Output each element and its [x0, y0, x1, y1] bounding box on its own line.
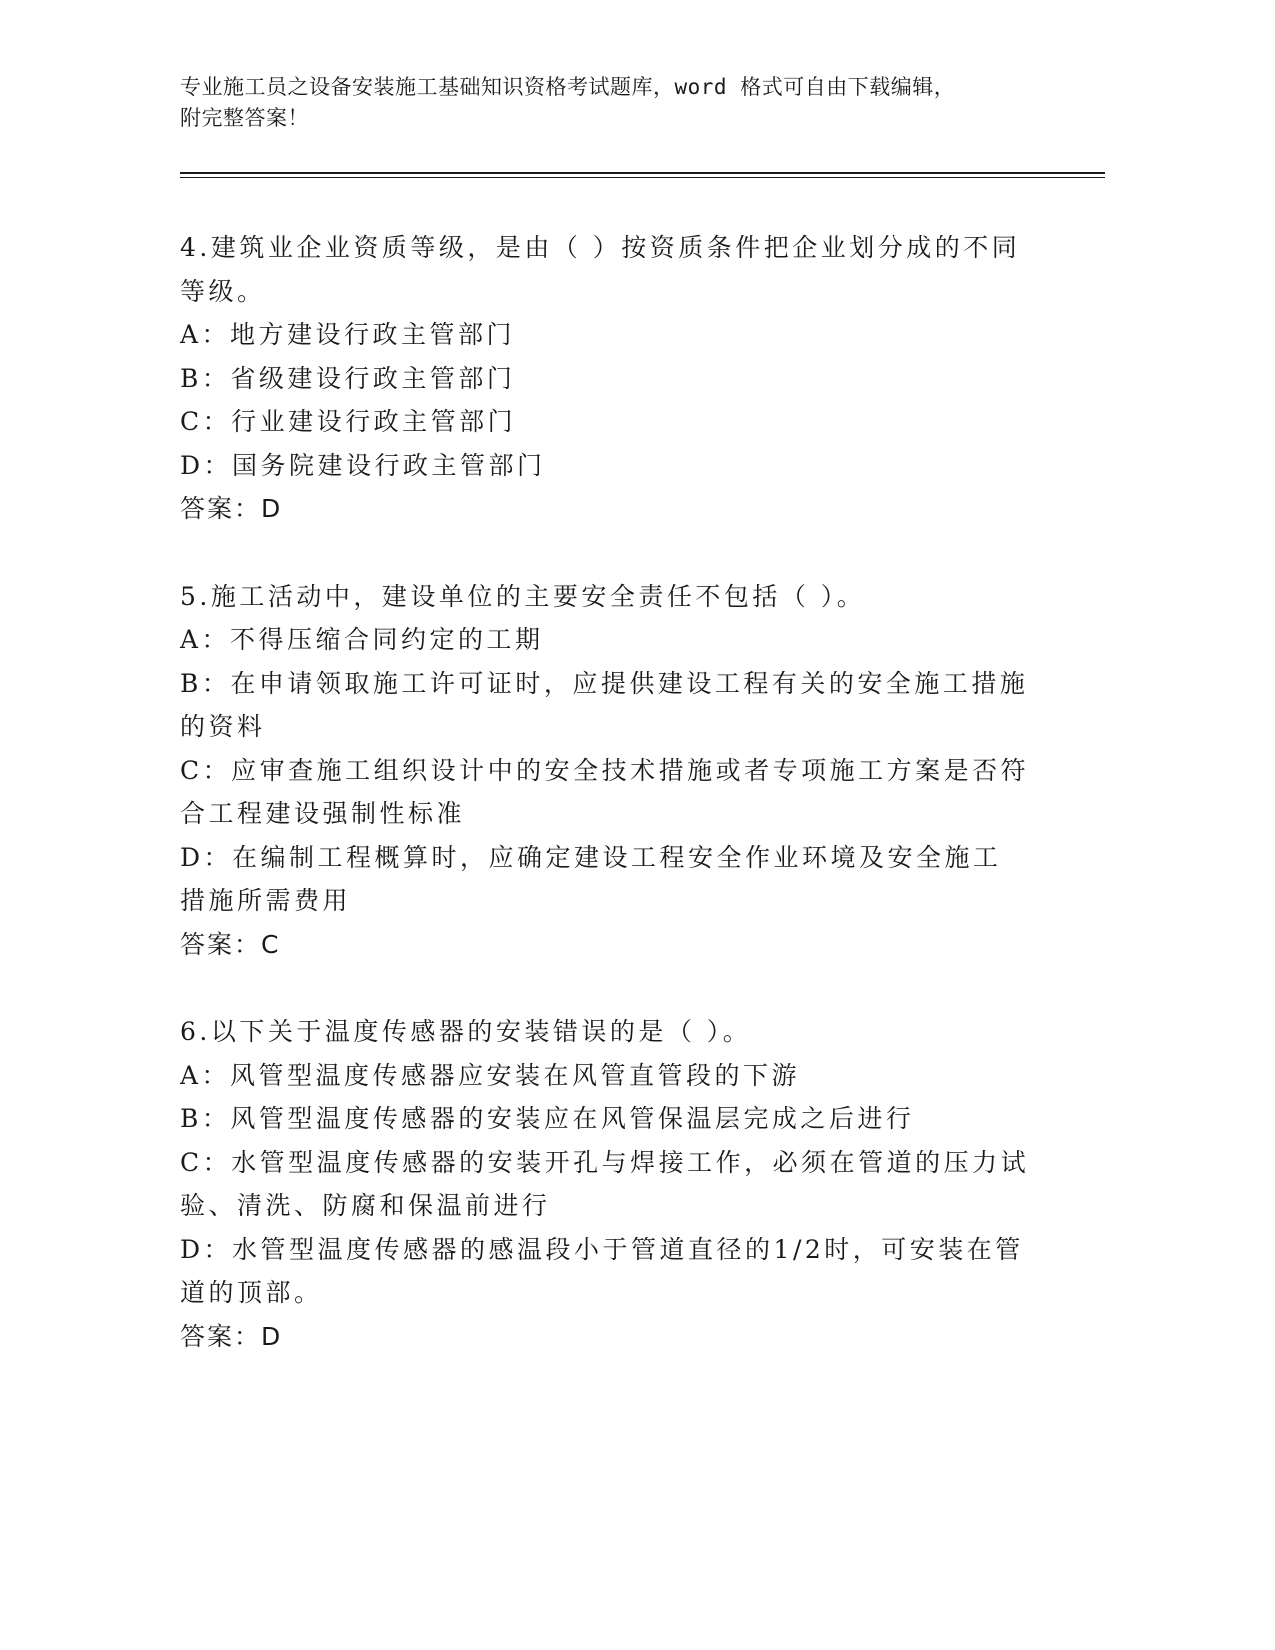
option-a: A：风管型温度传感器应安装在风管直管段的下游 [180, 1060, 801, 1090]
document-header [180, 72, 1040, 134]
option-b: B：风管型温度传感器的安装应在风管保温层完成之后进行 [180, 1104, 915, 1133]
question-stem: 4.建筑业企业资质等级，是由（ ）按资质条件把企业划分成的不同等级。 [180, 233, 1021, 306]
header-line-1: 专业施工员之设备安装施工基础知识资格考试题库，word 格式可自由下载编辑， [180, 75, 956, 99]
answer-line: 答案：C [180, 929, 281, 959]
question-list [180, 226, 1030, 1358]
option-c: C：应审查施工组织设计中的安全技术措施或者专项施工方案是否符合工程建设强制性标准 [180, 755, 1030, 828]
option-a: A：地方建设行政主管部门 [180, 320, 516, 349]
document-page [180, 72, 1105, 1402]
question-5 [180, 575, 1030, 967]
option-b: B：在申请领取施工许可证时，应提供建设工程有关的安全施工措施的资料 [180, 668, 1029, 741]
question-4 [180, 226, 1030, 531]
answer-line: 答案：D [180, 494, 283, 523]
header-line-2: 附完整答案！ [180, 106, 309, 130]
question-stem: 5.施工活动中，建设单位的主要安全责任不包括（ ）。 [180, 581, 866, 611]
option-a: A：不得压缩合同约定的工期 [180, 625, 544, 654]
header-divider [180, 172, 1105, 174]
question-stem: 6.以下关于温度传感器的安装错误的是（ ）。 [180, 1017, 752, 1046]
option-c: C：水管型温度传感器的安装开孔与焊接工作，必须在管道的压力试验、清洗、防腐和保温前进行 [180, 1147, 1030, 1220]
option-b: B：省级建设行政主管部门 [180, 363, 516, 393]
option-c: C：行业建设行政主管部门 [180, 407, 517, 436]
option-d: D：国务院建设行政主管部门 [180, 450, 546, 480]
question-6 [180, 1010, 1030, 1358]
option-d: D：在编制工程概算时，应确定建设工程安全作业环境及安全施工措施所需费用 [180, 842, 1002, 915]
answer-line: 答案：D [180, 1321, 283, 1351]
option-d: D：水管型温度传感器的感温段小于管道直径的1/2时，可安装在管道的顶部。 [180, 1234, 1024, 1307]
